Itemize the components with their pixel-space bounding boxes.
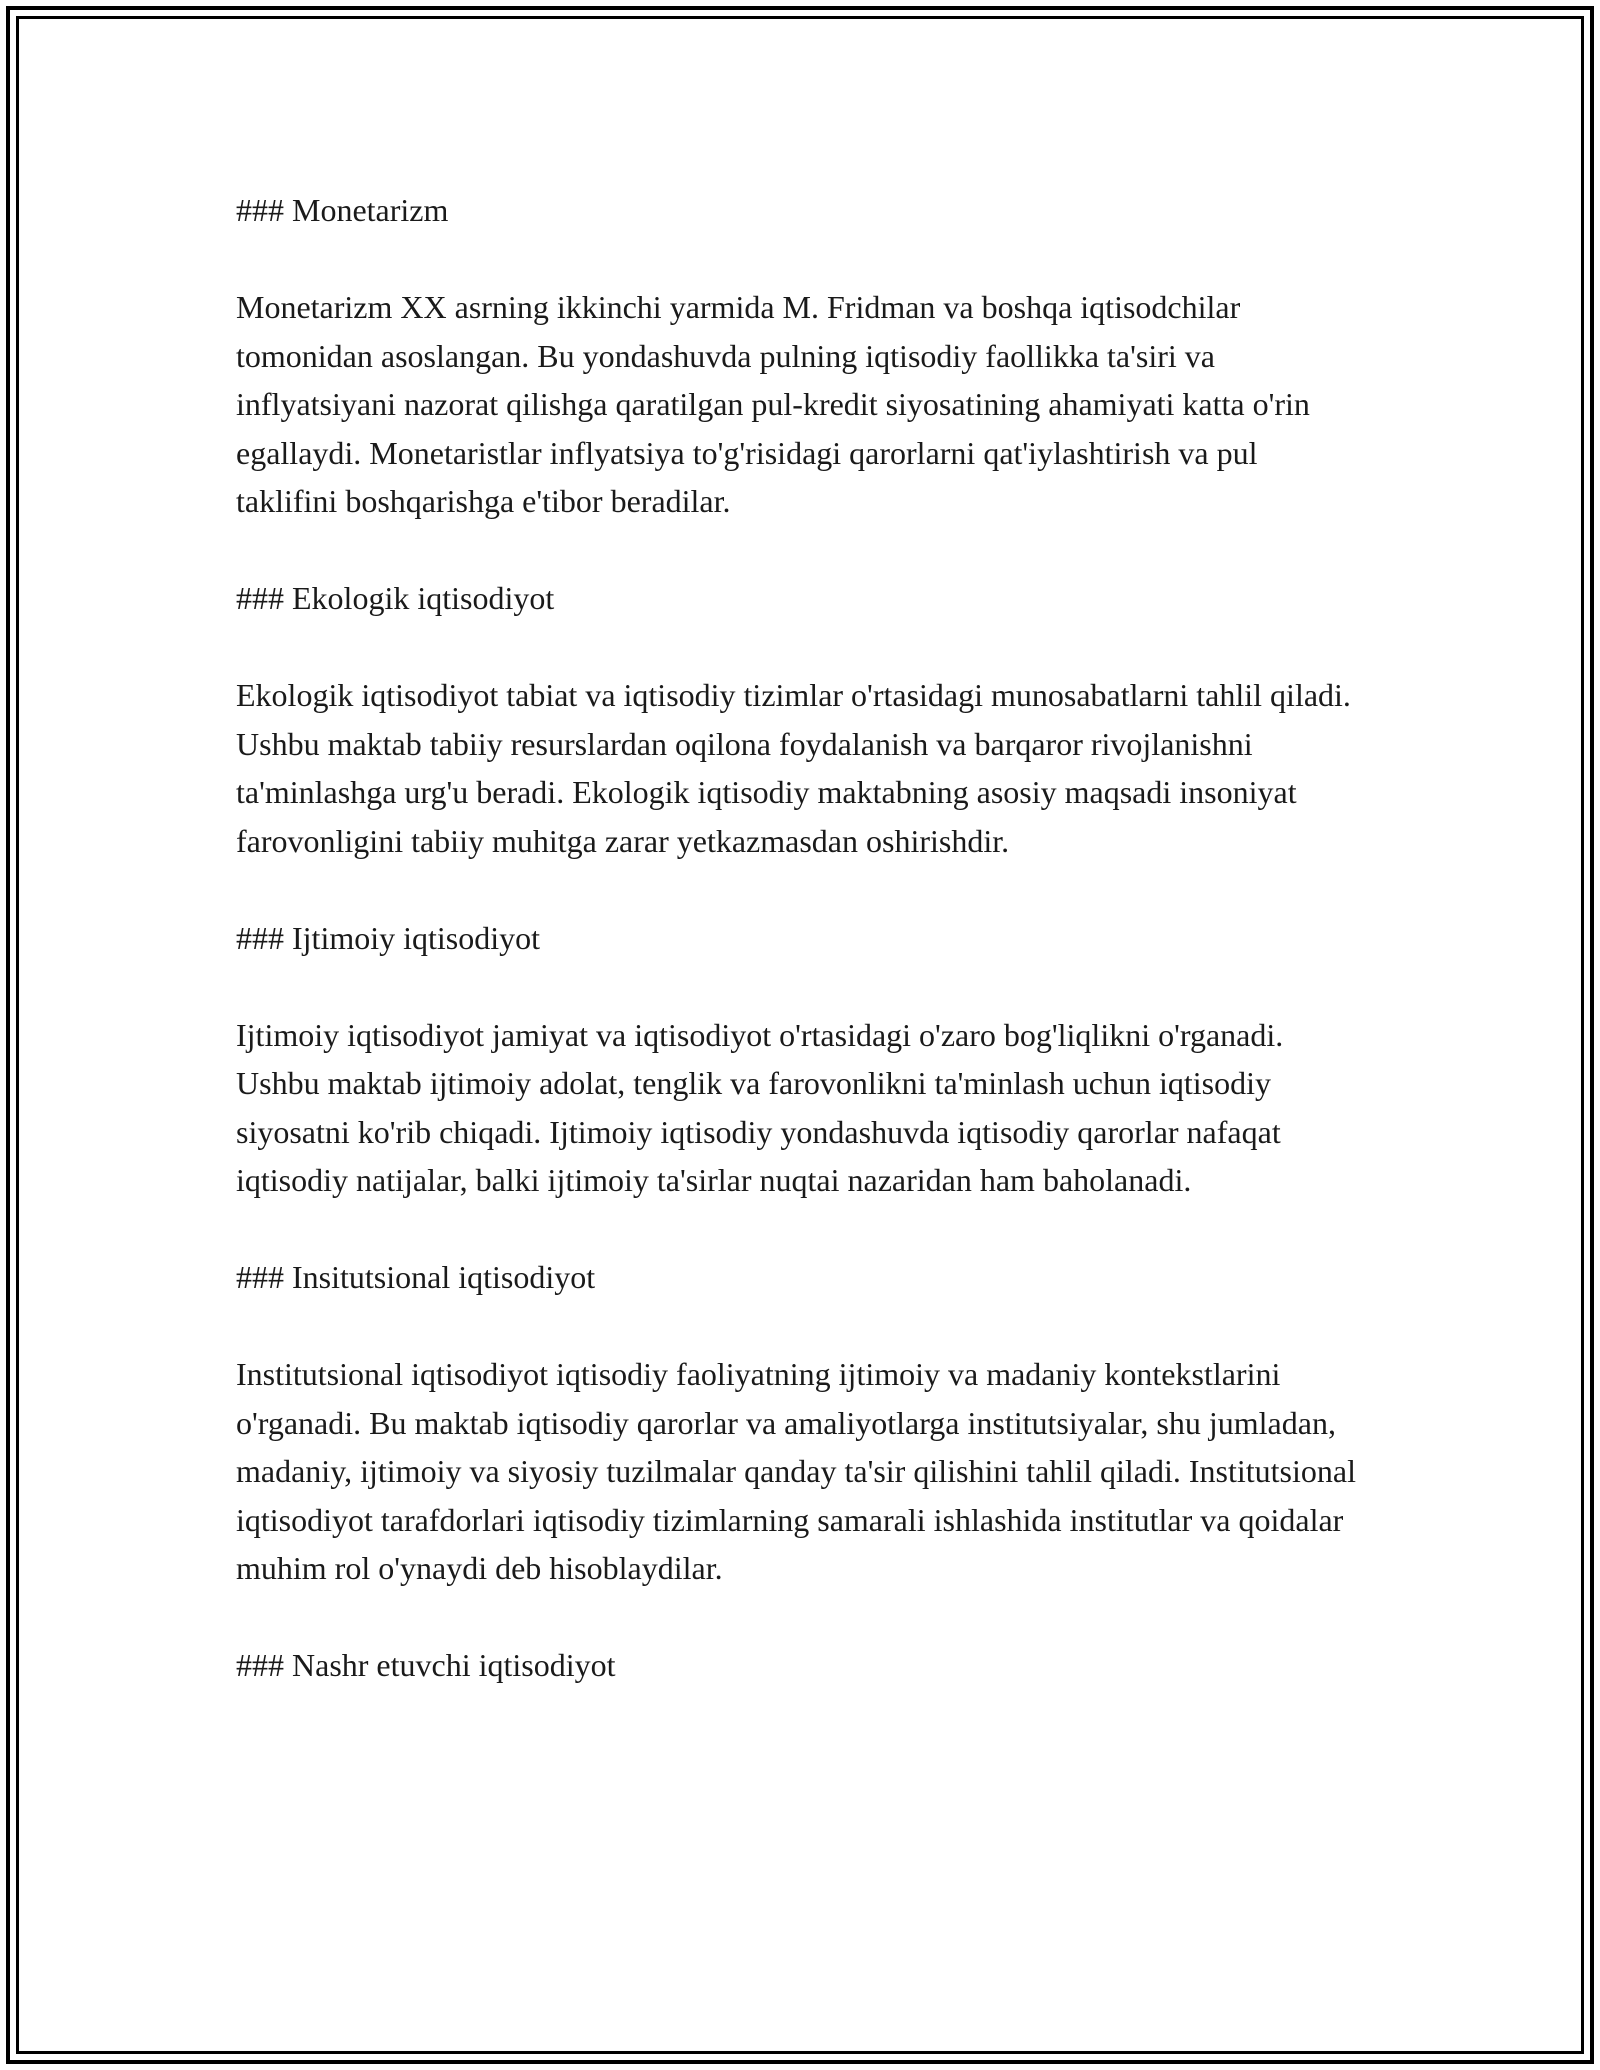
section-ijtimoiy-iqtisodiyot — [236, 914, 1366, 1205]
section-heading: ### Nashr etuvchi iqtisodiyot — [236, 1647, 616, 1683]
section-heading: ### Ekologik iqtisodiyot — [236, 580, 555, 616]
section-paragraph: Institutsional iqtisodiyot iqtisodiy faoliyatning ijtimoiy va madaniy kontekstlarini o'rganadi. Bu maktab iqtisodiy qarorlar va amaliyotlarga institutsiyalar, shu jumladan, madaniy, ijtimoiy va siyosiy tuzilmalar qanday ta'sir qilishini tahlil qiladi. Institutsional iqtisodiyot tarafdorlari iqtisodiy tizimlarning samarali ishlashida institutlar va qoidalar muhim rol o'ynaydi deb hisoblaydilar. — [236, 1356, 1356, 1586]
section-insitutsional-iqtisodiyot — [236, 1253, 1366, 1593]
document-body — [236, 186, 1366, 1738]
section-monetarizm — [236, 186, 1366, 526]
section-paragraph: Monetarizm XX asrning ikkinchi yarmida M. Fridman va boshqa iqtisodchilar tomonidan asoslangan. Bu yondashuvda pulning iqtisodiy faollikka ta'siri va inflyatsiyani nazorat qilishga qaratilgan pul-kredit siyosatining ahamiyati katta o'rin egallaydi. Monetaristlar inflyatsiya to'g'risidagi qarorlarni qat'iylashtirish va pul taklifini boshqarishga e'tibor beradilar. — [236, 289, 1310, 519]
section-paragraph: Ekologik iqtisodiyot tabiat va iqtisodiy tizimlar o'rtasidagi munosabatlarni tahlil qiladi. Ushbu maktab tabiiy resurslardan oqilona foydalanish va barqaror rivojlanishni ta'minlashga urg'u beradi. Ekologik iqtisodiy maktabning asosiy maqsadi insoniyat farovonligini tabiiy muhitga zarar yetkazmasdan oshirishdir. — [236, 677, 1351, 859]
section-heading: ### Insitutsional iqtisodiyot — [236, 1259, 596, 1295]
section-paragraph: Ijtimoiy iqtisodiyot jamiyat va iqtisodiyot o'rtasidagi o'zaro bog'liqlikni o'rganadi. Ushbu maktab ijtimoiy adolat, tenglik va farovonlikni ta'minlash uchun iqtisodiy siyosatni ko'rib chiqadi. Ijtimoiy iqtisodiy yondashuvda iqtisodiy qarorlar nafaqat iqtisodiy natijalar, balki ijtimoiy ta'sirlar nuqtai nazaridan ham baholanadi. — [236, 1016, 1284, 1198]
section-heading: ### Monetarizm — [236, 192, 449, 228]
section-nashr-etuvchi-iqtisodiyot — [236, 1641, 1366, 1690]
section-heading: ### Ijtimoiy iqtisodiyot — [236, 919, 541, 956]
section-ekologik-iqtisodiyot — [236, 574, 1366, 865]
